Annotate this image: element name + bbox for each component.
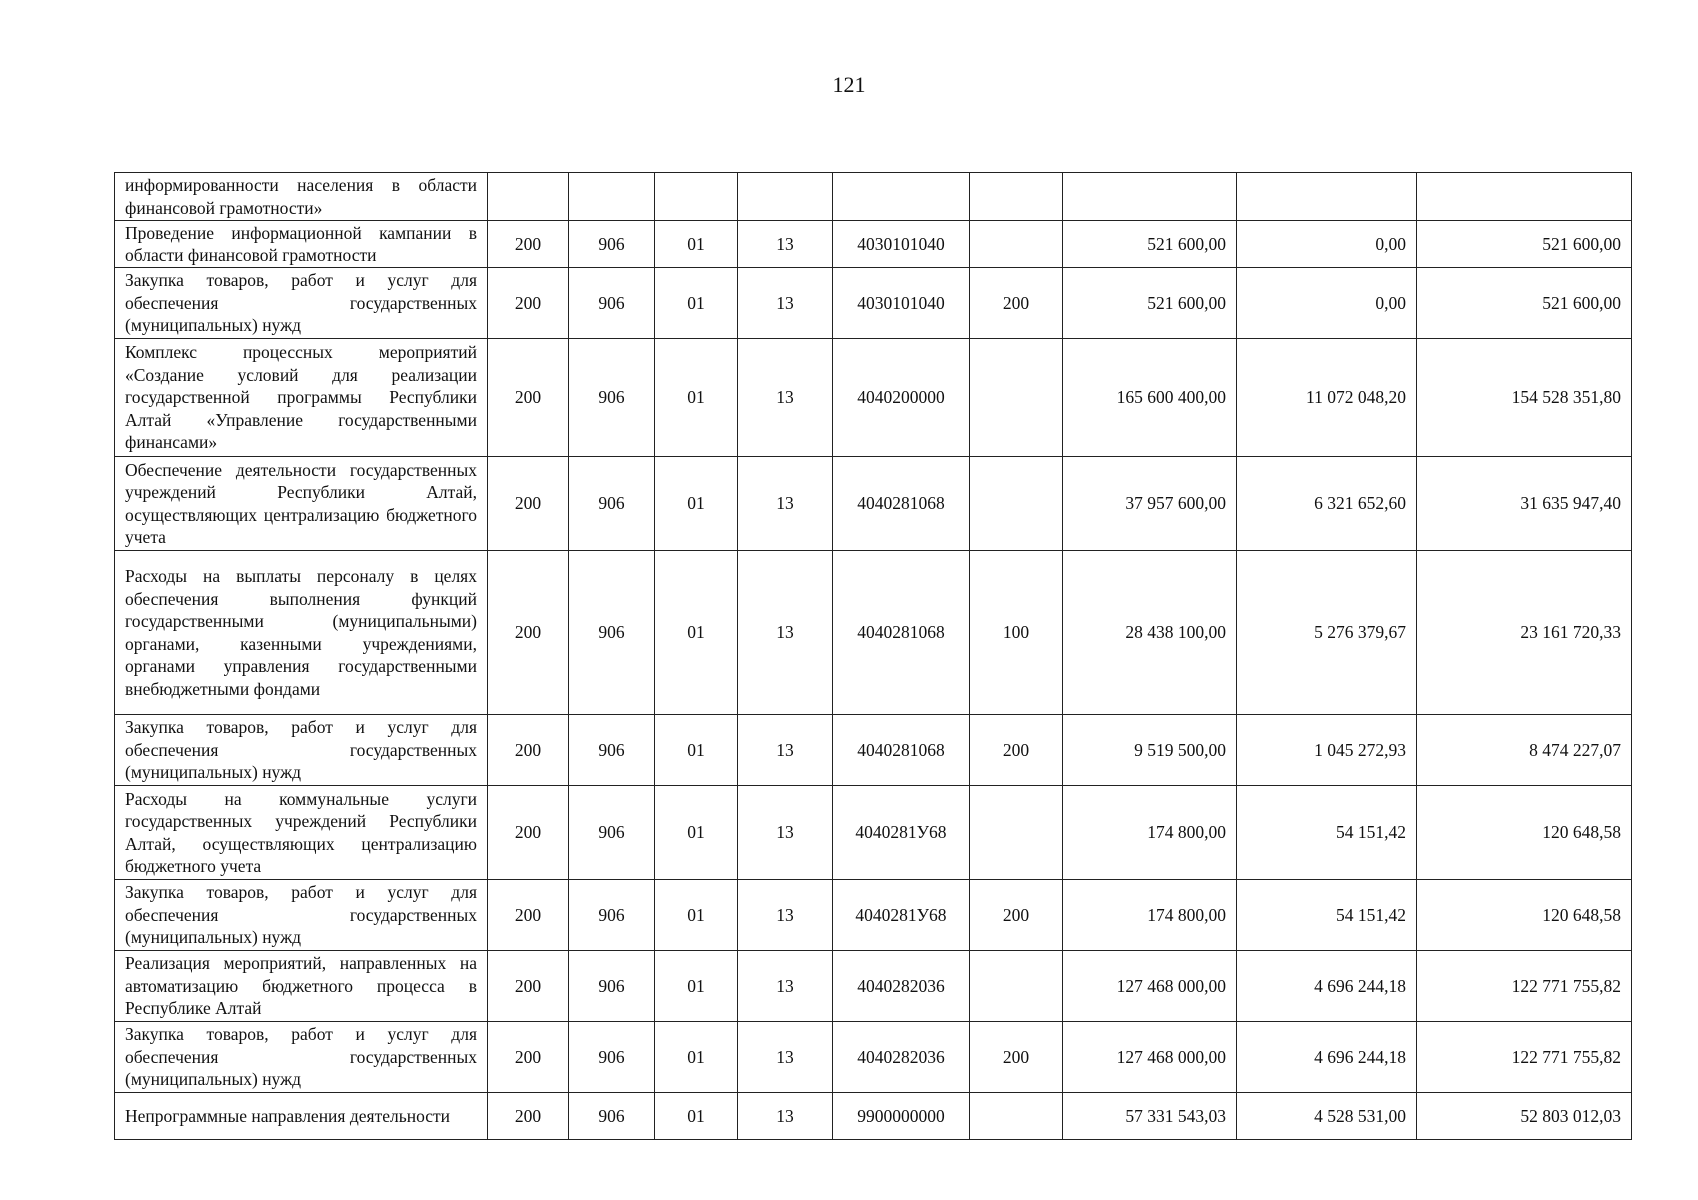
cell-code-4: 13 — [738, 1093, 833, 1140]
cell-amount-2: 4 696 244,18 — [1237, 1022, 1417, 1093]
cell-code-1: 200 — [488, 715, 569, 786]
cell-code-4: 13 — [738, 715, 833, 786]
cell-code-2: 906 — [569, 551, 655, 715]
cell-expense-type — [970, 457, 1063, 551]
cell-code-4: 13 — [738, 457, 833, 551]
cell-code-1: 200 — [488, 551, 569, 715]
cell-amount-3: 120 648,58 — [1417, 880, 1632, 951]
cell-code-3: 01 — [655, 1022, 738, 1093]
cell-code-2: 906 — [569, 786, 655, 880]
cell-code-1: 200 — [488, 1022, 569, 1093]
cell-name: Расходы на коммунальные услуги государственных учреждений Республики Алтай, осуществляющих централизацию бюджетного учета — [115, 786, 488, 880]
cell-target-article: 4040200000 — [833, 339, 970, 457]
cell-code-2: 906 — [569, 268, 655, 339]
cell-name: информированности населения в области финансовой грамотности» — [115, 173, 488, 221]
cell-target-article — [833, 173, 970, 221]
cell-code-2: 906 — [569, 715, 655, 786]
cell-amount-1: 127 468 000,00 — [1063, 951, 1237, 1022]
cell-amount-3: 154 528 351,80 — [1417, 339, 1632, 457]
table-row — [115, 173, 1632, 221]
cell-expense-type: 200 — [970, 880, 1063, 951]
cell-code-4 — [738, 173, 833, 221]
cell-code-4: 13 — [738, 339, 833, 457]
cell-name: Непрограммные направления деятельности — [115, 1093, 488, 1140]
table-row — [115, 457, 1632, 551]
cell-code-4: 13 — [738, 951, 833, 1022]
table-row — [115, 268, 1632, 339]
cell-code-2: 906 — [569, 339, 655, 457]
cell-amount-3: 31 635 947,40 — [1417, 457, 1632, 551]
cell-code-4: 13 — [738, 880, 833, 951]
cell-amount-2: 0,00 — [1237, 221, 1417, 268]
cell-amount-2: 5 276 379,67 — [1237, 551, 1417, 715]
cell-code-3: 01 — [655, 268, 738, 339]
cell-amount-2: 1 045 272,93 — [1237, 715, 1417, 786]
cell-name: Расходы на выплаты персоналу в целях обеспечения выполнения функций государственными (муниципальными) органами, казенными учреждениями, органами управления государственными внебюджетными фондами — [115, 551, 488, 715]
cell-amount-1 — [1063, 173, 1237, 221]
cell-code-3: 01 — [655, 457, 738, 551]
table-row — [115, 221, 1632, 268]
cell-name: Обеспечение деятельности государственных учреждений Республики Алтай, осуществляющих централизацию бюджетного учета — [115, 457, 488, 551]
cell-code-4: 13 — [738, 1022, 833, 1093]
cell-amount-1: 174 800,00 — [1063, 786, 1237, 880]
cell-code-1: 200 — [488, 1093, 569, 1140]
cell-code-1: 200 — [488, 221, 569, 268]
cell-code-1: 200 — [488, 457, 569, 551]
cell-amount-3: 521 600,00 — [1417, 221, 1632, 268]
cell-name: Реализация мероприятий, направленных на автоматизацию бюджетного процесса в Республике Алтай — [115, 951, 488, 1022]
cell-expense-type: 200 — [970, 268, 1063, 339]
cell-amount-1: 37 957 600,00 — [1063, 457, 1237, 551]
cell-code-1: 200 — [488, 339, 569, 457]
cell-name: Проведение информационной кампании в области финансовой грамотности — [115, 221, 488, 268]
cell-name: Закупка товаров, работ и услуг для обеспечения государственных (муниципальных) нужд — [115, 715, 488, 786]
cell-code-2: 906 — [569, 880, 655, 951]
cell-expense-type — [970, 339, 1063, 457]
table-row — [115, 880, 1632, 951]
cell-amount-2 — [1237, 173, 1417, 221]
cell-expense-type — [970, 951, 1063, 1022]
cell-amount-2: 4 528 531,00 — [1237, 1093, 1417, 1140]
cell-expense-type — [970, 786, 1063, 880]
cell-code-1: 200 — [488, 786, 569, 880]
cell-expense-type: 200 — [970, 1022, 1063, 1093]
table-row — [115, 715, 1632, 786]
cell-target-article: 4040281У68 — [833, 880, 970, 951]
cell-amount-1: 28 438 100,00 — [1063, 551, 1237, 715]
table-row — [115, 1093, 1632, 1140]
cell-amount-2: 4 696 244,18 — [1237, 951, 1417, 1022]
cell-code-3: 01 — [655, 551, 738, 715]
cell-amount-1: 9 519 500,00 — [1063, 715, 1237, 786]
cell-target-article: 4040282036 — [833, 1022, 970, 1093]
cell-amount-1: 521 600,00 — [1063, 268, 1237, 339]
cell-expense-type — [970, 1093, 1063, 1140]
table-row — [115, 551, 1632, 715]
cell-target-article: 4040282036 — [833, 951, 970, 1022]
table-row — [115, 786, 1632, 880]
cell-amount-2: 6 321 652,60 — [1237, 457, 1417, 551]
cell-target-article: 4040281068 — [833, 715, 970, 786]
cell-code-2: 906 — [569, 951, 655, 1022]
cell-amount-2: 11 072 048,20 — [1237, 339, 1417, 457]
cell-amount-1: 57 331 543,03 — [1063, 1093, 1237, 1140]
cell-expense-type: 200 — [970, 715, 1063, 786]
cell-amount-1: 174 800,00 — [1063, 880, 1237, 951]
cell-amount-3: 122 771 755,82 — [1417, 951, 1632, 1022]
cell-code-2: 906 — [569, 1093, 655, 1140]
cell-expense-type — [970, 221, 1063, 268]
cell-code-4: 13 — [738, 268, 833, 339]
cell-name: Закупка товаров, работ и услуг для обеспечения государственных (муниципальных) нужд — [115, 880, 488, 951]
cell-amount-3: 52 803 012,03 — [1417, 1093, 1632, 1140]
cell-target-article: 9900000000 — [833, 1093, 970, 1140]
cell-code-3: 01 — [655, 339, 738, 457]
cell-amount-1: 521 600,00 — [1063, 221, 1237, 268]
page-number: 121 — [832, 72, 866, 97]
cell-code-2: 906 — [569, 457, 655, 551]
cell-code-3: 01 — [655, 951, 738, 1022]
cell-name: Комплекс процессных мероприятий «Создание условий для реализации государственной программы Республики Алтай «Управление государственными финансами» — [115, 339, 488, 457]
cell-target-article: 4040281068 — [833, 457, 970, 551]
cell-code-1: 200 — [488, 951, 569, 1022]
table-row — [115, 1022, 1632, 1093]
cell-code-3: 01 — [655, 221, 738, 268]
cell-amount-1: 165 600 400,00 — [1063, 339, 1237, 457]
cell-code-3: 01 — [655, 786, 738, 880]
cell-amount-3: 23 161 720,33 — [1417, 551, 1632, 715]
cell-target-article: 4030101040 — [833, 221, 970, 268]
cell-code-3: 01 — [655, 715, 738, 786]
cell-expense-type: 100 — [970, 551, 1063, 715]
budget-table — [114, 172, 1632, 1140]
cell-code-3: 01 — [655, 1093, 738, 1140]
table-row — [115, 339, 1632, 457]
cell-code-4: 13 — [738, 221, 833, 268]
table-row — [115, 951, 1632, 1022]
cell-code-1: 200 — [488, 268, 569, 339]
cell-amount-3: 8 474 227,07 — [1417, 715, 1632, 786]
cell-code-2 — [569, 173, 655, 221]
cell-code-2: 906 — [569, 221, 655, 268]
cell-name: Закупка товаров, работ и услуг для обеспечения государственных (муниципальных) нужд — [115, 268, 488, 339]
cell-amount-3: 122 771 755,82 — [1417, 1022, 1632, 1093]
cell-target-article: 4040281068 — [833, 551, 970, 715]
cell-code-1 — [488, 173, 569, 221]
cell-amount-3: 521 600,00 — [1417, 268, 1632, 339]
cell-code-4: 13 — [738, 551, 833, 715]
cell-amount-2: 0,00 — [1237, 268, 1417, 339]
cell-name: Закупка товаров, работ и услуг для обеспечения государственных (муниципальных) нужд — [115, 1022, 488, 1093]
cell-target-article: 4040281У68 — [833, 786, 970, 880]
cell-code-3: 01 — [655, 880, 738, 951]
cell-expense-type — [970, 173, 1063, 221]
cell-amount-2: 54 151,42 — [1237, 880, 1417, 951]
cell-amount-3: 120 648,58 — [1417, 786, 1632, 880]
cell-code-2: 906 — [569, 1022, 655, 1093]
cell-code-3 — [655, 173, 738, 221]
cell-target-article: 4030101040 — [833, 268, 970, 339]
cell-code-1: 200 — [488, 880, 569, 951]
cell-amount-2: 54 151,42 — [1237, 786, 1417, 880]
cell-amount-1: 127 468 000,00 — [1063, 1022, 1237, 1093]
cell-code-4: 13 — [738, 786, 833, 880]
cell-amount-3 — [1417, 173, 1632, 221]
